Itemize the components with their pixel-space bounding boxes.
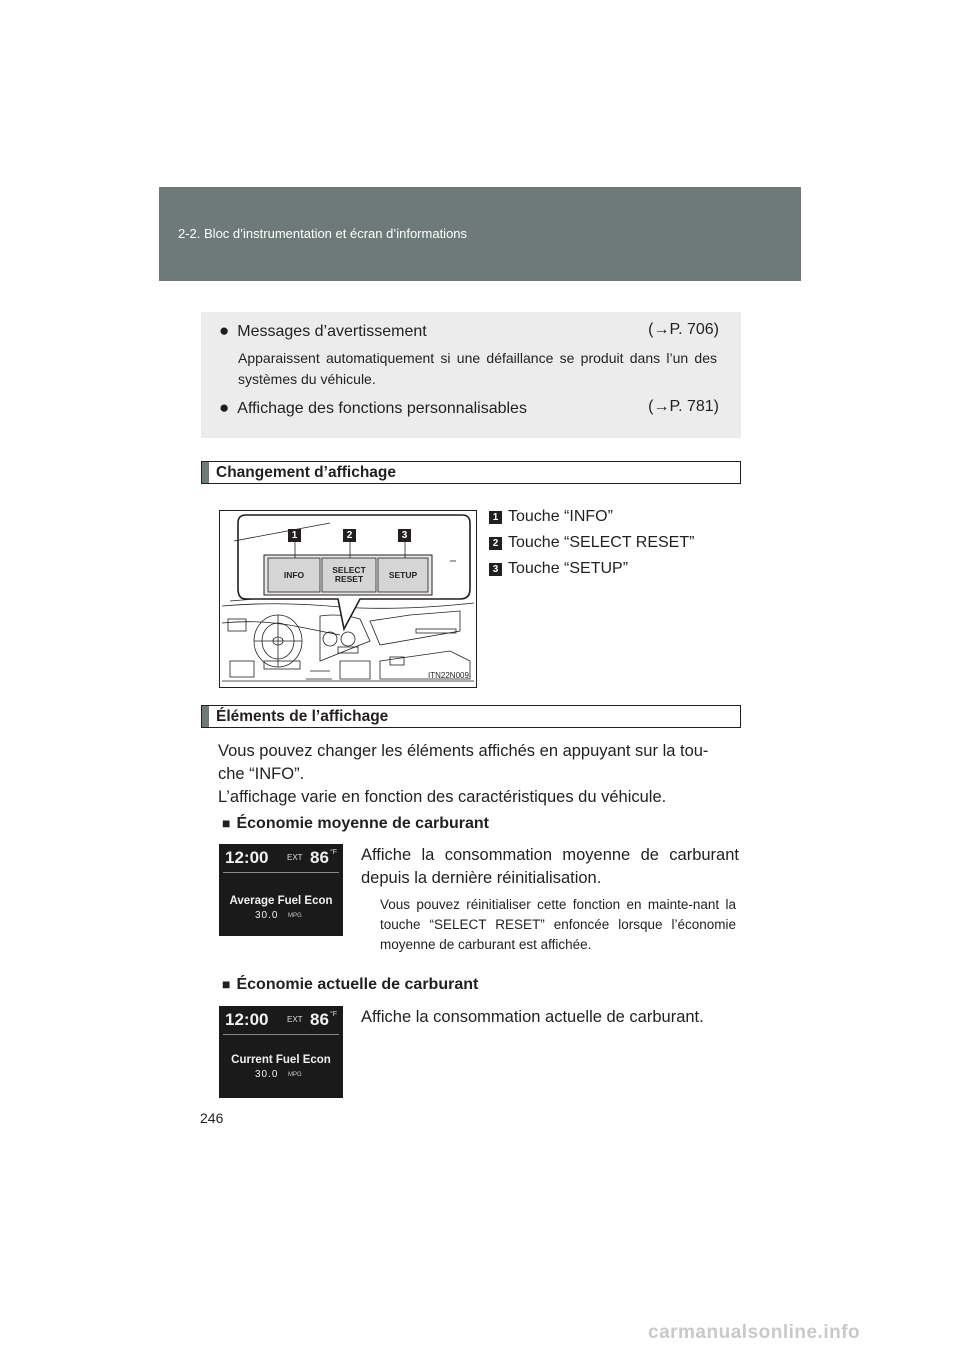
section-heading-display-change: [201, 461, 741, 484]
callout-3: 3: [398, 529, 411, 542]
screen-divider: [223, 1034, 339, 1035]
square-bullet-icon: ■: [222, 976, 231, 992]
info-item-label: Messages d’avertissement: [237, 323, 427, 340]
list-item: [489, 504, 694, 530]
info-button: INFO: [283, 570, 305, 580]
watermark: carmanualsonline.info: [648, 1322, 861, 1343]
section-breadcrumb: 2-2. Bloc d’instrumentation et écran d’informations: [178, 226, 468, 241]
screen-label: Current Fuel Econ: [231, 1054, 331, 1066]
item-description: Affiche la consommation actuelle de carburant.: [361, 1008, 704, 1026]
screen-value: 30.0: [255, 910, 279, 921]
display-screen-average: [219, 844, 343, 936]
setup-button: SETUP: [388, 570, 418, 580]
intro-line: L’affichage varie en fonction des caractéristiques du véhicule.: [218, 788, 667, 806]
page-reference: (→P. 781): [648, 398, 719, 415]
screen-label: Average Fuel Econ: [229, 895, 333, 907]
info-item-custom: [219, 398, 719, 418]
list-item: [489, 556, 694, 582]
item-description: Affiche la consommation moyenne de carburant depuis la dernière réinitialisation.: [361, 846, 739, 887]
list-number: 2: [489, 537, 502, 550]
select-button-label: SELECT: [332, 565, 366, 575]
screen-ext-label: EXT: [287, 1015, 303, 1024]
screen-value-unit: MPG: [288, 1072, 302, 1078]
callout-1: 1: [288, 529, 301, 542]
list-text: Touche “SETUP”: [508, 560, 629, 577]
subsection-title: Économie actuelle de carburant: [236, 976, 479, 993]
screen-time: 12:00: [225, 848, 269, 867]
page-reference: (→P. 706): [648, 321, 719, 338]
reset-button-label: RESET: [334, 574, 364, 584]
list-text: Touche “SELECT RESET”: [508, 534, 695, 551]
square-bullet-icon: ■: [222, 815, 231, 831]
screen-value-unit: MPG: [288, 913, 302, 919]
info-item-label: Affichage des fonctions personnalisables: [237, 400, 527, 417]
list-number: 1: [489, 511, 502, 524]
screen-divider: [223, 872, 339, 873]
list-item: [489, 530, 694, 556]
screen-temp-unit: °F: [330, 849, 338, 856]
list-text: Touche “INFO”: [508, 508, 613, 525]
screen-temp-unit: °F: [330, 1011, 338, 1018]
callout-2: 2: [343, 529, 356, 542]
subsection-title: Économie moyenne de carburant: [236, 815, 489, 832]
bullet-icon: ●: [219, 321, 230, 340]
info-item-description: Apparaissent automatiquement si une défaillance se produit dans l’un des systèmes du véhicule.: [238, 350, 717, 387]
page-number: 246: [200, 1110, 224, 1126]
section-title: Éléments de l’affichage: [216, 708, 389, 725]
subsection-current-fuel: [222, 976, 478, 994]
dashboard-figure: [219, 510, 477, 688]
button-list: [489, 504, 694, 582]
figure-code: ITN22N009: [428, 671, 469, 680]
intro-line: che “INFO”.: [218, 765, 305, 783]
list-number: 3: [489, 563, 502, 576]
screen-temperature: 86: [310, 848, 329, 867]
screen-temperature: 86: [310, 1010, 329, 1029]
heading-bar: [202, 462, 209, 483]
screen-time: 12:00: [225, 1010, 269, 1029]
section-heading-display-items: [201, 705, 741, 728]
intro-line: Vous pouvez changer les éléments affichés en appuyant sur la tou-: [218, 742, 709, 760]
bullet-icon: ●: [219, 398, 230, 417]
item-note: Vous pouvez réinitialiser cette fonction en mainte-nant la touche “SELECT RESET” enfoncée lorsque l’économie moyenne de carburant est affichée.: [380, 897, 736, 952]
subsection-average-fuel: [222, 815, 489, 833]
info-item-warnings: [219, 321, 719, 341]
screen-ext-label: EXT: [287, 853, 303, 862]
screen-value: 30.0: [255, 1069, 279, 1080]
info-box: [201, 312, 741, 438]
heading-bar: [202, 706, 209, 727]
section-title: Changement d’affichage: [216, 464, 396, 481]
display-screen-current: [219, 1006, 343, 1098]
